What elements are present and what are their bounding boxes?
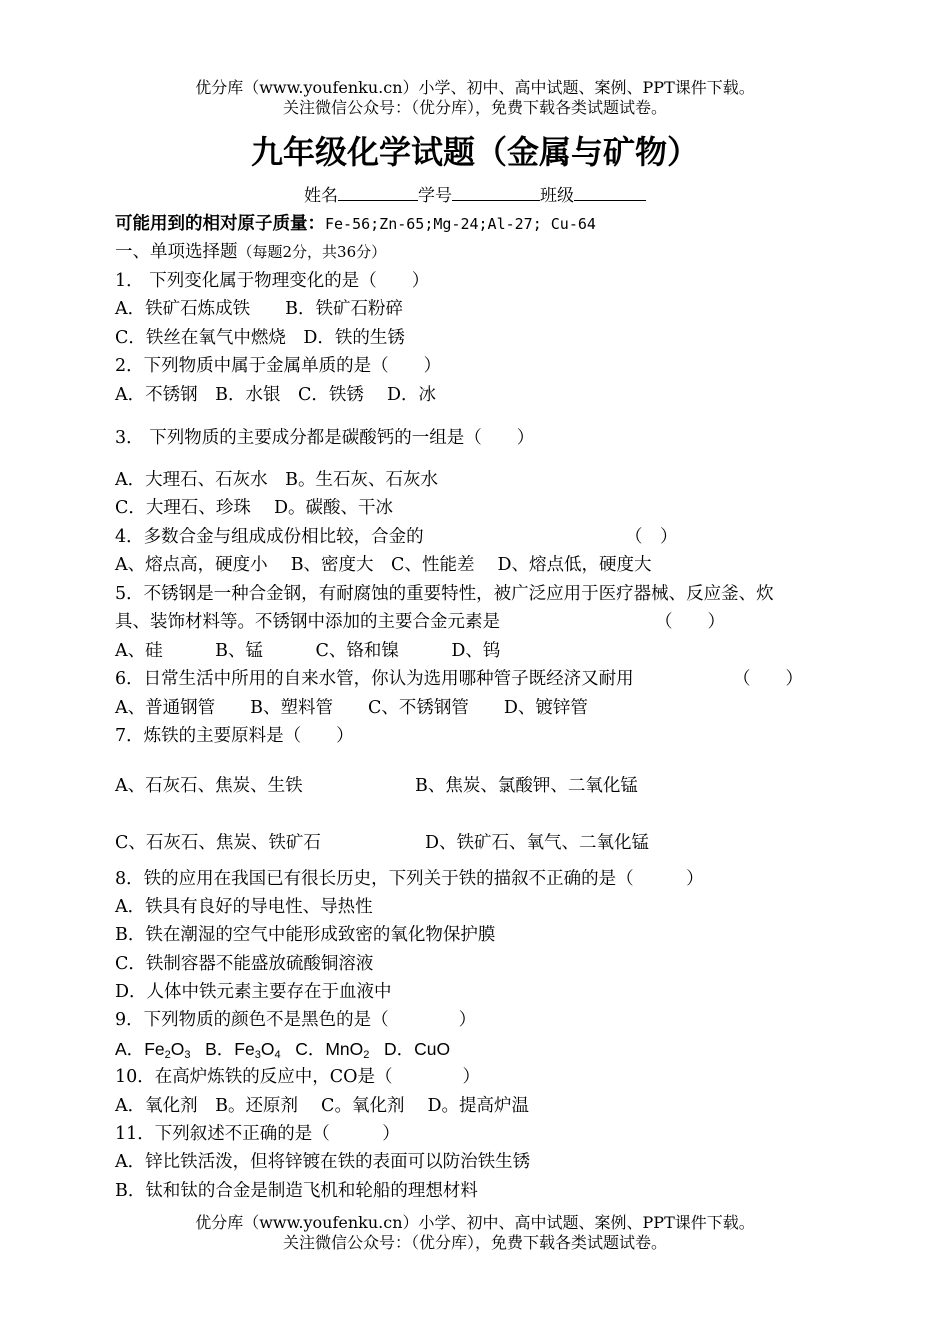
q1-options-ab: A．铁矿石炼成铁 B．铁矿石粉碎 [115, 299, 403, 319]
q1-options-cd: C．铁丝在氧气中燃烧 D．铁的生锈 [115, 328, 405, 348]
q6-options: A、普通钢管 B、塑料管 C、不锈钢管 D、镀锌管 [115, 698, 588, 718]
student-id-label: 学号 [418, 186, 452, 206]
q3-stem: 3． 下列物质的主要成分都是碳酸钙的一组是（ ） [115, 428, 535, 448]
q8-option-b: B．铁在潮湿的空气中能形成致密的氧化物保护膜 [115, 925, 496, 945]
q7-option-c: C、石灰石、焦炭、铁矿石 [115, 833, 321, 853]
q5-options: A、硅 B、锰 C、铬和镍 D、钨 [115, 641, 501, 661]
class-blank[interactable] [574, 184, 646, 201]
q3-options-ab: A．大理石、石灰水 B。生石灰、石灰水 [115, 470, 438, 490]
q4-stem: 4．多数合金与组成成份相比较，合金的 [115, 527, 424, 547]
q9-stem: 9．下列物质的颜色不是黑色的是（ ） [115, 1010, 477, 1030]
atomic-mass-label: 可能用到的相对原子质量： [115, 214, 325, 234]
q8-option-a: A．铁具有良好的导电性、导热性 [115, 897, 373, 917]
q2-stem: 2．下列物质中属于金属单质的是（ ） [115, 356, 442, 376]
section-1-note: （每题2分，共36分） [237, 243, 387, 261]
q5-stem-line-2: 具、装饰材料等。不锈钢中添加的主要合金元素是 [115, 612, 500, 632]
q4-answer-paren: （ ） [625, 527, 678, 547]
q9-option-a-label: A． [115, 1039, 145, 1059]
q9-option-c-label: C． [295, 1039, 326, 1059]
footer-line-1: 优分库（www.youfenku.cn）小学、初中、高中试题、案例、PPT课件下载。 [195, 1213, 755, 1232]
name-label: 姓名 [304, 186, 338, 206]
q9-option-d-label: D． [383, 1039, 415, 1059]
q10-options: A．氧化剂 B。还原剂 C。氧化剂 D。提高炉温 [115, 1096, 530, 1116]
page-title: 九年级化学试题（金属与矿物） [250, 133, 699, 171]
q9-option-b-label: B． [205, 1039, 235, 1059]
q7-option-b: B、焦炭、氯酸钾、二氧化锰 [415, 776, 638, 796]
q6-stem: 6．日常生活中所用的自来水管，你认为选用哪种管子既经济又耐用 [115, 669, 634, 689]
atomic-mass-line [115, 212, 596, 236]
q11-option-a: A．锌比铁活泼，但将锌镀在铁的表面可以防治铁生锈 [115, 1152, 531, 1172]
section-1-title: 一、单项选择题 [115, 242, 238, 262]
q9-formula-b: $Fe_3O_4$ [234, 1039, 281, 1061]
student-id-blank[interactable] [452, 184, 540, 201]
q3-options-cd: C．大理石、珍珠 D。碳酸、干冰 [115, 498, 393, 518]
q5-answer-paren: （ ） [655, 612, 725, 632]
q5-stem-line-1: 5．不锈钢是一种合金钢，有耐腐蚀的重要特性，被广泛应用于医疗器械、反应釜、炊 [115, 584, 774, 604]
header-line-1: 优分库（www.youfenku.cn）小学、初中、高中试题、案例、PPT课件下载。 [195, 78, 755, 97]
student-info-line [0, 184, 950, 208]
q7-option-d: D、铁矿石、氧气、二氧化锰 [425, 833, 650, 853]
q7-stem: 7．炼铁的主要原料是（ ） [115, 726, 354, 746]
q11-stem: 11．下列叙述不正确的是（ ） [115, 1124, 400, 1144]
q1-stem: 1． 下列变化属于物理变化的是（ ） [115, 271, 430, 291]
class-label: 班级 [540, 186, 574, 206]
q10-stem: 10．在高炉炼铁的反应中，CO是（ ） [115, 1067, 481, 1087]
name-blank[interactable] [338, 184, 418, 201]
atomic-mass-values: Fe-56;Zn-65;Mg-24;Al-27; Cu-64 [325, 215, 596, 233]
q8-option-d: D．人体中铁元素主要存在于血液中 [115, 982, 392, 1002]
section-1-heading [115, 240, 386, 264]
q9-formula-d: CuO [414, 1039, 451, 1059]
q8-option-c: C．铁制容器不能盛放硫酸铜溶液 [115, 954, 374, 974]
q4-options: A、熔点高，硬度小 B、密度大 C、性能差 D、熔点低，硬度大 [115, 555, 652, 575]
q9-options [115, 1037, 450, 1067]
q11-option-b: B．钛和钛的合金是制造飞机和轮船的理想材料 [115, 1181, 478, 1201]
footer-line-2: 关注微信公众号：（优分库），免费下载各类试题试卷。 [282, 1233, 667, 1252]
q9-formula-c: MnO$_2$ [325, 1039, 370, 1061]
q6-answer-paren: （ ） [733, 669, 803, 689]
header-line-2: 关注微信公众号：（优分库），免费下载各类试题试卷。 [282, 98, 667, 117]
q2-options: A．不锈钢 B．水银 C．铁锈 D．冰 [115, 385, 436, 405]
q9-formula-a: $Fe_2O_3$ [144, 1039, 191, 1061]
q8-stem: 8．铁的应用在我国已有很长历史，下列关于铁的描叙不正确的是（ ） [115, 869, 704, 889]
q7-option-a: A、石灰石、焦炭、生铁 [115, 776, 303, 796]
